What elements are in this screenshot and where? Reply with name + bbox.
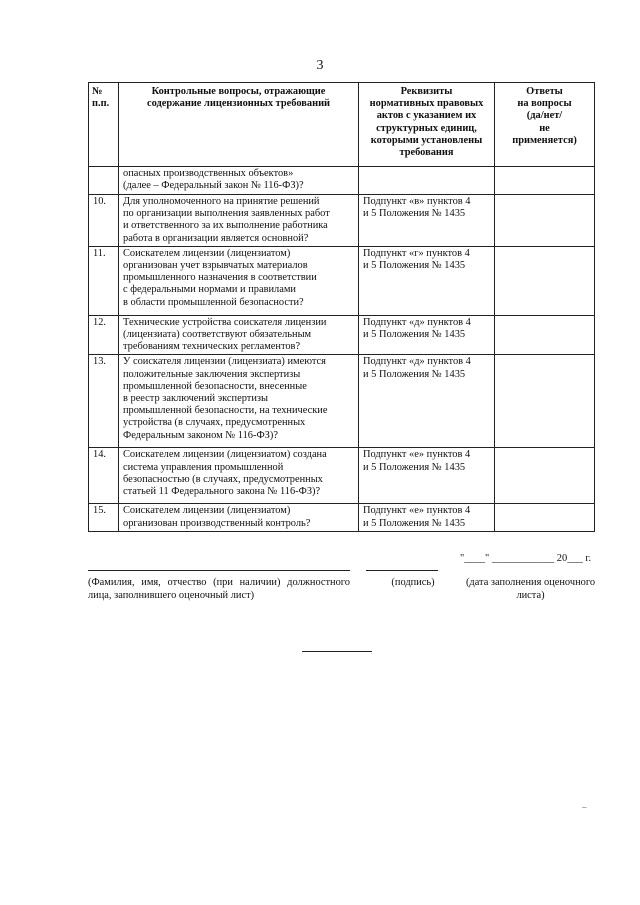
row-answer xyxy=(495,195,595,247)
row-requisites: Подпункт «в» пунктов 4 и 5 Положения № 1435 xyxy=(359,195,495,247)
row-question: опасных производственных объектов» (далее – Федеральный закон № 116-ФЗ)? xyxy=(119,167,359,195)
row-question: У соискателя лицензии (лицензиата) имеются положительные заключения экспертизы промышленной безопасности, внесенные в реестр заключений экспертизы промышленной безопасности, на технические устройства (в случаях, предусмотренных Федеральным законом № 116-ФЗ)? xyxy=(119,355,359,448)
page-number: 3 xyxy=(316,58,324,73)
row-num: 15. xyxy=(89,504,119,532)
footer-mark: – xyxy=(582,802,587,812)
header-question: Контрольные вопросы, отражающие содержание лицензионных требований xyxy=(119,83,359,167)
table-row xyxy=(89,246,595,315)
date-line: "____" ____________ 20___ г. xyxy=(460,553,592,564)
header-answers: Ответы на вопросы (да/нет/ не применяется) xyxy=(495,83,595,167)
row-num: 10. xyxy=(89,195,119,247)
header-requisites: Реквизиты нормативных правовых актов с указанием их структурных единиц, которыми установлены требования xyxy=(359,83,495,167)
row-answer xyxy=(495,167,595,195)
caption-signature: (подпись) xyxy=(391,577,435,588)
table-row xyxy=(89,195,595,247)
row-num: 14. xyxy=(89,448,119,504)
header-num: № п.п. xyxy=(89,83,119,167)
row-question: Соискателем лицензии (лицензиатом) создана система управления промышленной безопасностью (в случаях, предусмотренных статьей 11 Федерального закона № 116-ФЗ)? xyxy=(119,448,359,504)
row-requisites xyxy=(359,167,495,195)
row-answer xyxy=(495,448,595,504)
name-underline xyxy=(88,570,350,571)
row-requisites: Подпункт «д» пунктов 4 и 5 Положения № 1435 xyxy=(359,315,495,355)
caption-date: (дата заполнения оценочного листа) xyxy=(465,577,596,601)
row-num: 12. xyxy=(89,315,119,355)
row-answer xyxy=(495,315,595,355)
closing-rule xyxy=(302,651,372,652)
table-row xyxy=(89,504,595,532)
row-question: Соискателем лицензии (лицензиатом) организован производственный контроль? xyxy=(119,504,359,532)
caption-name: (Фамилия, имя, отчество (при наличии) должностного лица, заполнившего оценочный лист) xyxy=(88,577,350,601)
signature-underline xyxy=(366,570,438,571)
table-row xyxy=(89,167,595,195)
row-requisites: Подпункт «д» пунктов 4 и 5 Положения № 1435 xyxy=(359,355,495,448)
requirements-table xyxy=(88,82,595,532)
row-num xyxy=(89,167,119,195)
table-row xyxy=(89,355,595,448)
row-requisites: Подпункт «е» пунктов 4 и 5 Положения № 1435 xyxy=(359,448,495,504)
row-requisites: Подпункт «е» пунктов 4 и 5 Положения № 1435 xyxy=(359,504,495,532)
row-answer xyxy=(495,246,595,315)
table-row xyxy=(89,315,595,355)
row-num: 13. xyxy=(89,355,119,448)
row-requisites: Подпункт «г» пунктов 4 и 5 Положения № 1435 xyxy=(359,246,495,315)
row-answer xyxy=(495,504,595,532)
row-num: 11. xyxy=(89,246,119,315)
table-row xyxy=(89,448,595,504)
row-question: Соискателем лицензии (лицензиатом) организован учет взрывчатых материалов промышленного назначения в соответствии с федеральными нормами и правилами в области промышленной безопасности? xyxy=(119,246,359,315)
row-question: Для уполномоченного на принятие решений по организации выполнения заявленных работ и ответственного за их выполнение работника работа в организации является основной? xyxy=(119,195,359,247)
row-answer xyxy=(495,355,595,448)
row-question: Технические устройства соискателя лицензии (лицензиата) соответствуют обязательным требованиям технических регламентов? xyxy=(119,315,359,355)
table-header-row xyxy=(89,83,595,167)
